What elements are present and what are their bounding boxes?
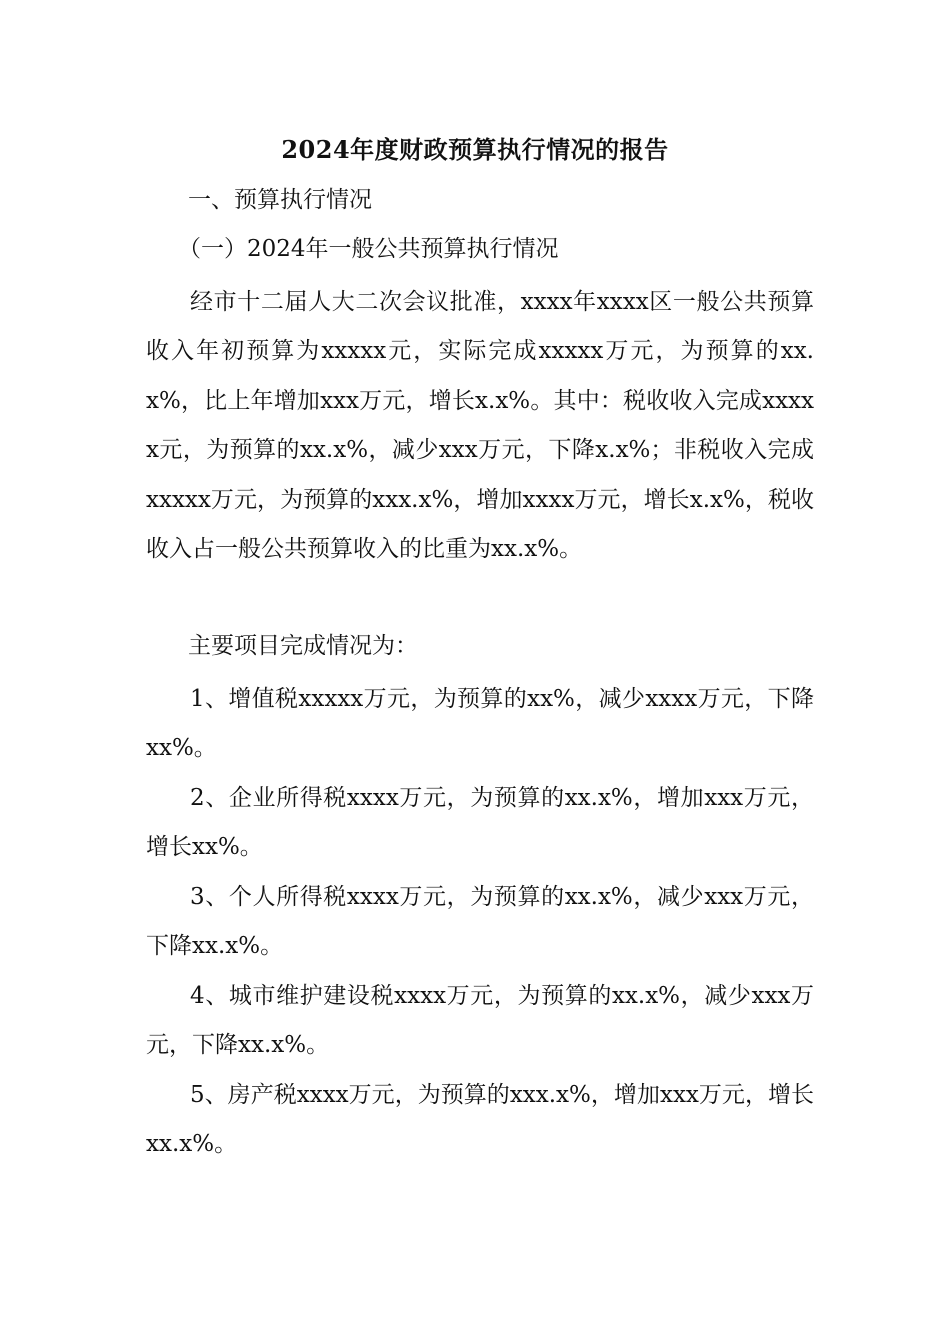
list-item: 1、增值税xxxxx万元，为预算的xx%，减少xxxx万元，下降xx%。 [146,686,814,762]
list-item: 2、企业所得税xxxx万元，为预算的xx.x%，增加xxx万元，增长xx%。 [146,785,814,861]
section-heading: 一、预算执行情况 [188,187,372,213]
list-item: 5、房产税xxxx万元，为预算的xxx.x%，增加xxx万元，增长xx.x%。 [146,1082,814,1158]
budget-summary-paragraph: 经市十二届人大二次会议批准，xxxx年xxxx区一般公共预算收入年初预算为xxxxx元，实际完成xxxxx万元，为预算的xx.x%，比上年增加xxx万元，增长x.x%。其中：税收收入完成xxxxx元，为预算的xx.x%，减少xxx万元，下降x.x%；非税收入完成xxxxx万元，为预算的xxx.x%，增加xxxx万元，增长x.x%，税收收入占一般公共预算收入的比重为xx.x%。 [146,289,814,563]
document-title: 2024年度财政预算执行情况的报告 [281,135,669,164]
list-item: 3、个人所得税xxxx万元，为预算的xx.x%，减少xxx万元，下降xx.x%。 [146,884,814,960]
items-intro: 主要项目完成情况为： [188,633,418,659]
list-item: 4、城市维护建设税xxxx万元，为预算的xx.x%，减少xxx万元，下降xx.x%。 [146,983,814,1059]
subsection-heading: （一）2024年一般公共预算执行情况 [178,236,559,262]
